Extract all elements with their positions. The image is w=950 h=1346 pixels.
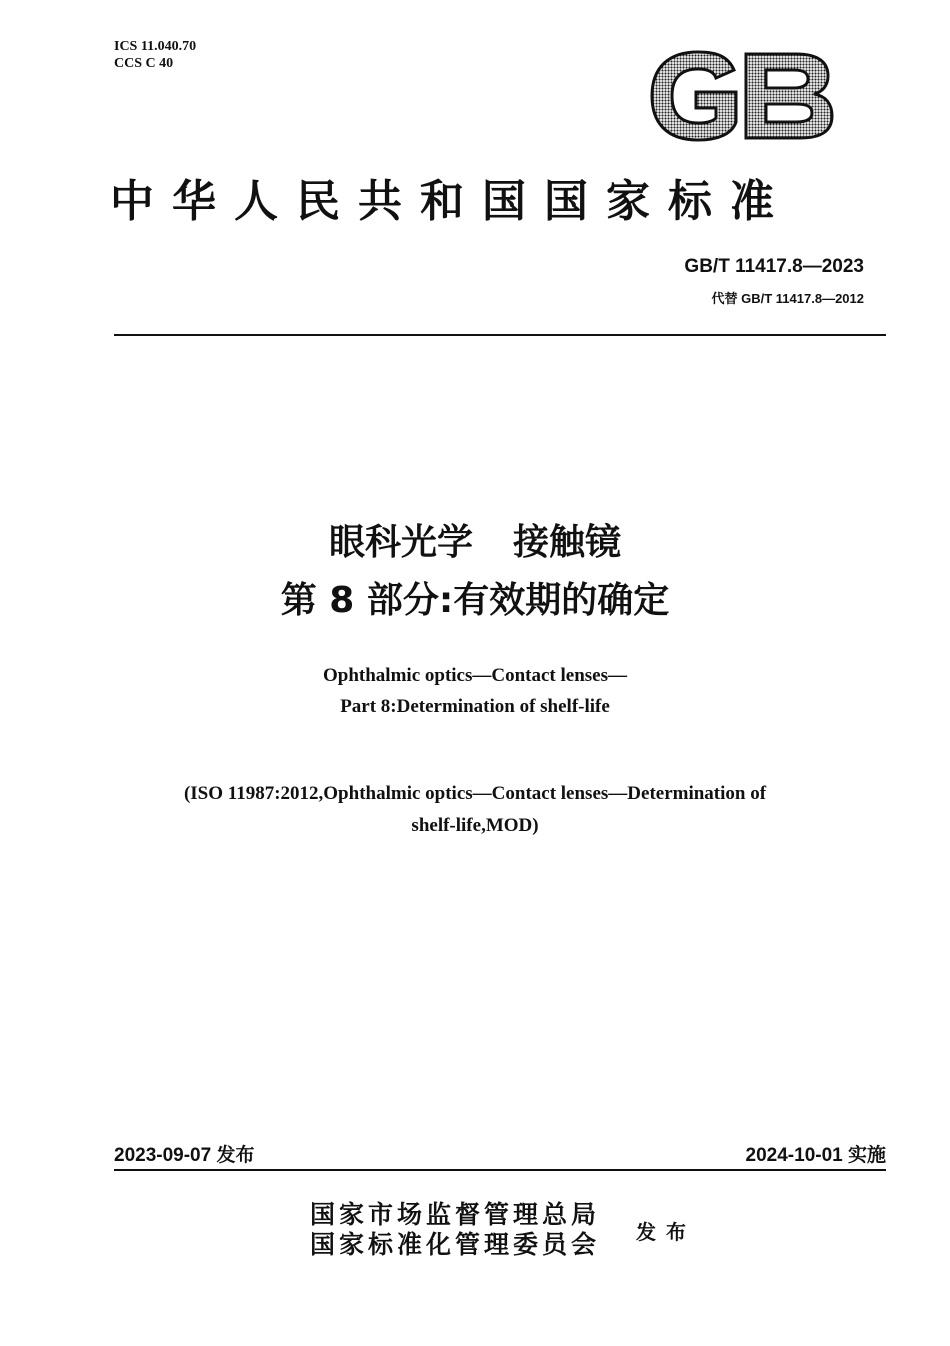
header-divider (114, 334, 886, 336)
footer-divider (114, 1169, 886, 1171)
national-standard-title: 中华人民共和国国家标准 (110, 176, 792, 227)
issue-label: 发布 (636, 1220, 696, 1244)
classification-codes (114, 38, 196, 72)
chinese-title-line1 (0, 520, 950, 566)
english-title-line1: Ophthalmic optics—Contact lenses— (323, 665, 627, 686)
chinese-title-line2: 第 8 部分:有效期的确定 (280, 580, 670, 621)
gb-logo (646, 48, 836, 144)
english-title-line2: Part 8:Determination of shelf-life (340, 696, 610, 717)
issuing-authorities (310, 1200, 600, 1260)
implementation-date: 2024-10-01 实施 (745, 1145, 886, 1166)
standard-number: GB/T 11417.8—2023 (684, 256, 864, 277)
iso-reference-line2: shelf-life,MOD) (411, 815, 539, 836)
ics-code: ICS 11.040.70 (114, 39, 197, 54)
iso-reference-line1: (ISO 11987:2012,Ophthalmic optics—Contact lenses—Determination of (183, 783, 767, 804)
ccs-code: CCS C 40 (114, 56, 174, 71)
chinese-title-product: 接触镜 (513, 522, 622, 563)
chinese-title-subject: 眼科光学 (328, 522, 473, 563)
replaces-standard: 代替 GB/T 11417.8—2012 (711, 291, 864, 306)
issuer-sac: 国家标准化管理委员会 (310, 1230, 601, 1259)
publication-date: 2023-09-07 发布 (114, 1145, 255, 1166)
issuer-samr: 国家市场监督管理总局 (310, 1200, 601, 1229)
